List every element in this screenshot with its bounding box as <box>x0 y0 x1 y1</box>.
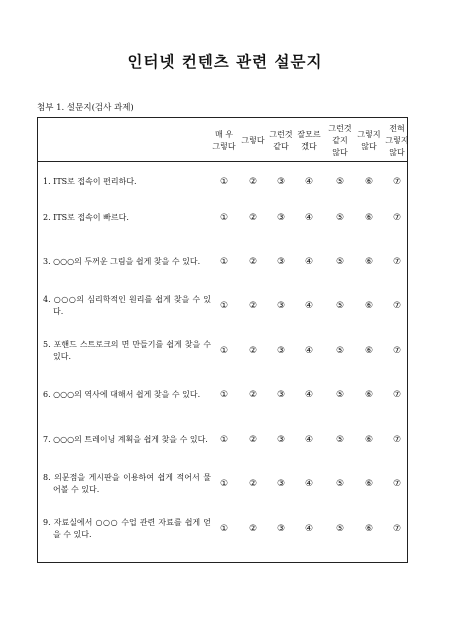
rating-option-6[interactable]: ⑥ <box>364 257 374 267</box>
rating-option-3[interactable]: ③ <box>276 524 286 534</box>
question-row <box>37 418 408 462</box>
scale-header-4: 잘모르 겠다 <box>297 130 321 151</box>
rating-option-2[interactable]: ② <box>248 390 258 400</box>
rating-option-2[interactable]: ② <box>248 479 258 489</box>
rating-option-2[interactable]: ② <box>248 346 258 356</box>
rating-option-6[interactable]: ⑥ <box>364 390 374 400</box>
rating-option-3[interactable]: ③ <box>276 177 286 187</box>
rating-option-5[interactable]: ⑤ <box>335 301 345 311</box>
question-text <box>43 329 211 373</box>
rating-option-6[interactable]: ⑥ <box>364 524 374 534</box>
rating-option-5[interactable]: ⑤ <box>335 435 345 445</box>
attachment-caption: 첨부 1. 설문지(검사 과제) <box>37 103 134 113</box>
rating-option-1[interactable]: ① <box>219 346 229 356</box>
question-label: 9. 자료실에서 ○○○ 수업 관련 자료를 쉽게 얻을 수 있다. <box>43 518 211 539</box>
rating-option-2[interactable]: ② <box>248 301 258 311</box>
rating-option-1[interactable]: ① <box>219 257 229 267</box>
rating-option-3[interactable]: ③ <box>276 257 286 267</box>
question-row <box>37 462 408 506</box>
rating-option-1[interactable]: ① <box>219 435 229 445</box>
question-label: 2. ITS로 접속이 빠르다. <box>43 213 129 222</box>
question-label: 4. ○○○의 심리학적인 원리를 쉽게 찾을 수 있다. <box>43 295 211 316</box>
question-text <box>43 373 211 417</box>
rating-option-3[interactable]: ③ <box>276 479 286 489</box>
rating-option-4[interactable]: ④ <box>304 346 314 356</box>
rating-option-5[interactable]: ⑤ <box>335 524 345 534</box>
rating-option-4[interactable]: ④ <box>304 257 314 267</box>
rating-option-1[interactable]: ① <box>219 524 229 534</box>
question-text <box>43 418 211 462</box>
question-label: 5. 포핸드 스트로크의 면 만들기를 쉽게 찾을 수 있다. <box>43 340 211 361</box>
scale-header-3: 그런것 같다 <box>269 130 293 151</box>
rating-option-4[interactable]: ④ <box>304 177 314 187</box>
rating-option-7[interactable]: ⑦ <box>392 177 402 187</box>
rating-option-6[interactable]: ⑥ <box>364 301 374 311</box>
rating-option-5[interactable]: ⑤ <box>335 257 345 267</box>
rating-option-2[interactable]: ② <box>248 524 258 534</box>
question-label: 7. ○○○의 트레이닝 계획을 쉽게 찾을 수 있다. <box>43 435 208 444</box>
rating-option-7[interactable]: ⑦ <box>392 435 402 445</box>
rating-option-6[interactable]: ⑥ <box>364 479 374 489</box>
rating-option-1[interactable]: ① <box>219 479 229 489</box>
rating-option-5[interactable]: ⑤ <box>335 213 345 223</box>
rating-option-2[interactable]: ② <box>248 213 258 223</box>
rating-option-5[interactable]: ⑤ <box>335 346 345 356</box>
rating-option-3[interactable]: ③ <box>276 213 286 223</box>
question-row <box>37 240 408 284</box>
rating-option-1[interactable]: ① <box>219 390 229 400</box>
scale-header-6: 그렇지 않다 <box>357 130 381 151</box>
rating-option-1[interactable]: ① <box>219 213 229 223</box>
rating-option-4[interactable]: ④ <box>304 301 314 311</box>
rating-option-2[interactable]: ② <box>248 177 258 187</box>
rating-option-6[interactable]: ⑥ <box>364 435 374 445</box>
rating-option-7[interactable]: ⑦ <box>392 301 402 311</box>
question-label: 1. ITS로 접속이 편리하다. <box>43 177 137 186</box>
rating-option-7[interactable]: ⑦ <box>392 346 402 356</box>
rating-option-4[interactable]: ④ <box>304 213 314 223</box>
rating-option-1[interactable]: ① <box>219 177 229 187</box>
question-row <box>37 196 408 240</box>
rating-option-2[interactable]: ② <box>248 435 258 445</box>
rating-option-6[interactable]: ⑥ <box>364 346 374 356</box>
question-text <box>43 196 211 240</box>
question-label: 8. 의문점을 게시판을 이용하여 쉽게 적어서 물어볼 수 있다. <box>43 473 211 494</box>
rating-option-4[interactable]: ④ <box>304 524 314 534</box>
scale-header-7: 전혀 그렇지 않다 <box>385 124 409 157</box>
rating-option-5[interactable]: ⑤ <box>335 479 345 489</box>
question-row <box>37 284 408 328</box>
rating-option-4[interactable]: ④ <box>304 435 314 445</box>
rating-option-5[interactable]: ⑤ <box>335 177 345 187</box>
page-title: 인터넷 컨텐츠 관련 설문지 <box>127 52 323 71</box>
rating-option-4[interactable]: ④ <box>304 390 314 400</box>
question-label: 6. ○○○의 역사에 대해서 쉽게 찾을 수 있다. <box>43 390 201 399</box>
rating-option-2[interactable]: ② <box>248 257 258 267</box>
rating-option-7[interactable]: ⑦ <box>392 213 402 223</box>
rating-option-6[interactable]: ⑥ <box>364 213 374 223</box>
question-row <box>37 329 408 373</box>
question-text <box>43 462 211 506</box>
rating-option-7[interactable]: ⑦ <box>392 390 402 400</box>
rating-option-4[interactable]: ④ <box>304 479 314 489</box>
question-label: 3. ○○○의 두꺼운 그림을 쉽게 찾을 수 있다. <box>43 257 201 266</box>
scale-header-1: 매 우 그렇다 <box>212 130 236 151</box>
rating-option-7[interactable]: ⑦ <box>392 524 402 534</box>
rating-option-3[interactable]: ③ <box>276 346 286 356</box>
rating-option-3[interactable]: ③ <box>276 390 286 400</box>
question-row <box>37 373 408 417</box>
scale-header-5: 그런것 같지 않다 <box>328 124 352 157</box>
question-text <box>43 507 211 551</box>
rating-option-3[interactable]: ③ <box>276 435 286 445</box>
rating-option-6[interactable]: ⑥ <box>364 177 374 187</box>
question-text <box>43 240 211 284</box>
question-row <box>37 507 408 551</box>
question-text <box>43 284 211 328</box>
rating-option-3[interactable]: ③ <box>276 301 286 311</box>
rating-option-7[interactable]: ⑦ <box>392 257 402 267</box>
scale-header-2: 그렇다 <box>241 136 265 145</box>
rating-option-7[interactable]: ⑦ <box>392 479 402 489</box>
rating-option-1[interactable]: ① <box>219 301 229 311</box>
rating-option-5[interactable]: ⑤ <box>335 390 345 400</box>
